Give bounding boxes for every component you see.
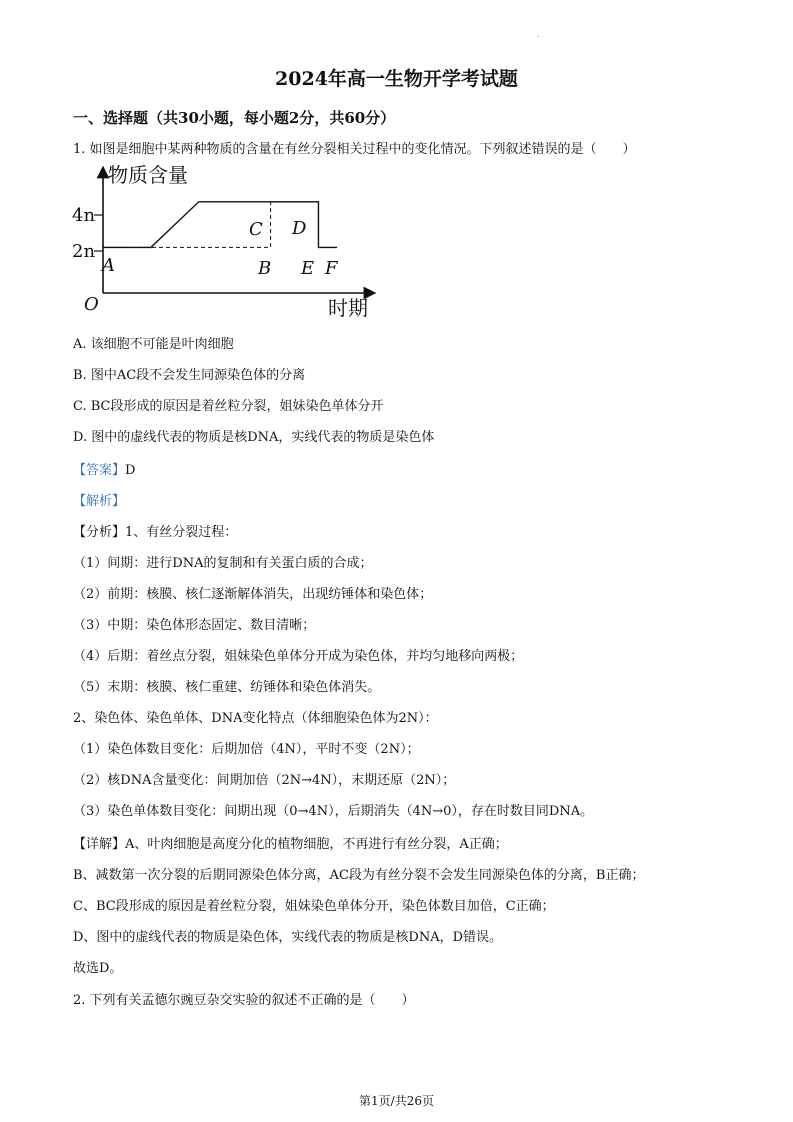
analysis-line: 2、染色体、染色单体、DNA变化特点（体细胞染色体为2N）： [73, 711, 438, 726]
question-2-stem: 2. 下列有关孟德尔豌豆杂交实验的叙述不正确的是（ ） [73, 993, 415, 1008]
y-axis-label: 物质含量 [108, 163, 188, 187]
analysis-line: 【分析】1、有丝分裂过程： [73, 525, 238, 540]
point-label-E: E [301, 258, 315, 279]
option-b: B. 图中AC段不会发生同源染色体的分离 [73, 368, 306, 383]
point-label-D: D [292, 218, 307, 239]
y-tick-label-4n: 4n [72, 205, 96, 226]
analysis-line: （5）末期：核膜、核仁重建、纺锤体和染色体消失。 [73, 680, 381, 695]
series-dashed-line [103, 202, 318, 248]
point-label-C: C [249, 219, 263, 240]
q1-chart [70, 160, 390, 325]
option-c: C. BC段形成的原因是着丝粒分裂，姐妹染色单体分开 [73, 399, 384, 414]
y-tick-label-2n: 2n [72, 241, 96, 262]
option-d: D. 图中的虚线代表的物质是核DNA，实线代表的物质是染色体 [73, 430, 435, 445]
page-title: 2024年高一生物开学考试题 [275, 68, 518, 90]
analysis-line: （3）中期：染色体形态固定、数目清晰； [73, 618, 316, 633]
analysis-line: （2）核DNA含量变化：间期加倍（2N→4N），末期还原（2N）； [73, 773, 456, 788]
analysis-line: （3）染色单体数目变化：间期出现（0→4N），后期消失（4N→0），存在时数目同DNA。 [73, 804, 594, 819]
answer-tag: 【答案】 [73, 463, 126, 478]
detail-line: 【详解】A、叶肉细胞是高度分化的植物细胞，不再进行有丝分裂，A正确； [73, 837, 508, 852]
option-a: A. 该细胞不可能是叶肉细胞 [73, 337, 234, 352]
point-label-F: F [325, 258, 338, 279]
page-footer: 第1页/共26页 [359, 1094, 434, 1108]
origin-label: O [84, 294, 99, 315]
answer-value: D [125, 463, 136, 478]
answer-line [73, 462, 135, 480]
corner-mark: . [537, 30, 540, 39]
point-label-B: B [258, 258, 272, 279]
conclusion-line: 故选D。 [73, 961, 123, 976]
question-1-stem: 1. 如图是细胞中某两种物质的含量在有丝分裂相关过程中的变化情况。下列叙述错误的是（ ） [73, 142, 636, 157]
detail-line: B、减数第一次分裂的后期同源染色体分离，AC段为有丝分裂不会发生同源染色体的分离，B正确； [73, 868, 645, 883]
section-header: 一、选择题（共30小题，每小题2分，共60分） [73, 109, 396, 127]
analysis-tag: 【解析】 [73, 494, 126, 509]
detail-line: C、BC段形成的原因是着丝粒分裂，姐妹染色单体分开，染色体数目加倍，C正确； [73, 899, 555, 914]
point-label-A: A [102, 255, 115, 276]
detail-line: D、图中的虚线代表的物质是染色体，实线代表的物质是核DNA，D错误。 [73, 930, 503, 945]
analysis-line: （4）后期：着丝点分裂，姐妹染色单体分开成为染色体，并均匀地移向两极； [73, 649, 524, 664]
analysis-line: （1）间期：进行DNA的复制和有关蛋白质的合成； [73, 556, 373, 571]
analysis-line: （2）前期：核膜、核仁逐渐解体消失，出现纺锤体和染色体； [73, 587, 433, 602]
analysis-line: （1）染色体数目变化：后期加倍（4N），平时不变（2N）； [73, 742, 420, 757]
x-axis-label: 时期 [328, 296, 368, 320]
